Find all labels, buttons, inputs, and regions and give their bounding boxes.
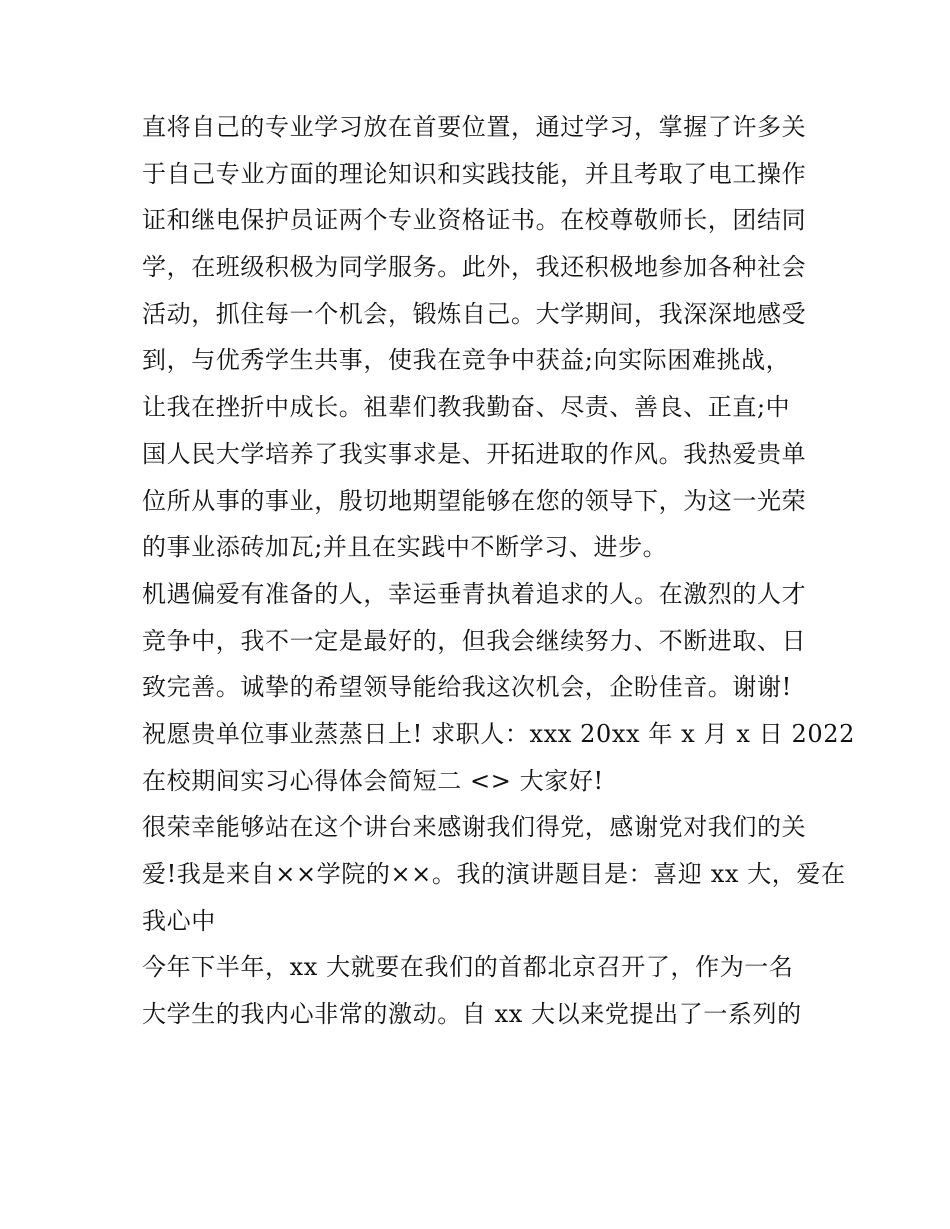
text-line: 到，与优秀学生共事，使我在竞争中获益;向实际困难挑战，	[142, 346, 791, 375]
text-line: 的事业添砖加瓦;并且在实践中不断学习、进步。	[142, 533, 668, 562]
text-line: 机遇偏爱有准备的人，幸运垂青执着追求的人。在激烈的人才	[142, 579, 807, 608]
body-text	[142, 104, 856, 1038]
text-line: 我心中	[142, 906, 216, 935]
text-line: 大学生的我内心非常的激动。自 xx 大以来党提出了一系列的	[142, 1000, 802, 1029]
text-line: 证和继电保护员证两个专业资格证书。在校尊敬师长，团结同	[142, 206, 807, 235]
text-line: 致完善。诚挚的希望领导能给我这次机会，企盼佳音。谢谢!	[142, 673, 792, 702]
text-line: 于自己专业方面的理论知识和实践技能，并且考取了电工操作	[142, 159, 807, 188]
text-line: 学，在班级积极为同学服务。此外，我还积极地参加各种社会	[142, 253, 807, 282]
text-line: 竞争中，我不一定是最好的，但我会继续努力、不断进取、日	[142, 626, 807, 655]
text-line: 直将自己的专业学习放在首要位置，通过学习，掌握了许多关	[142, 113, 807, 141]
text-line: 很荣幸能够站在这个讲台来感谢我们得党，感谢党对我们的关	[142, 813, 807, 842]
text-line: 国人民大学培养了我实事求是、开拓进取的作风。我热爱贵单	[142, 439, 807, 468]
text-line: 让我在挫折中成长。祖辈们教我勤奋、尽责、善良、正直;中	[142, 393, 791, 422]
text-line: 活动，抓住每一个机会，锻炼自己。大学期间，我深深地感受	[142, 299, 807, 328]
text-line: 在校期间实习心得体会简短二 <> 大家好!	[142, 766, 604, 795]
text-line: 爱!我是来自××学院的××。我的演讲题目是：喜迎 xx 大，爱在	[142, 860, 846, 888]
text-line: 位所从事的事业，殷切地期望能够在您的领导下，为这一光荣	[142, 486, 807, 515]
text-line: 祝愿贵单位事业蒸蒸日上! 求职人：xxx 20xx 年 x 月 x 日 2022	[142, 719, 856, 748]
text-line: 今年下半年，xx 大就要在我们的首都北京召开了，作为一名	[142, 953, 794, 982]
